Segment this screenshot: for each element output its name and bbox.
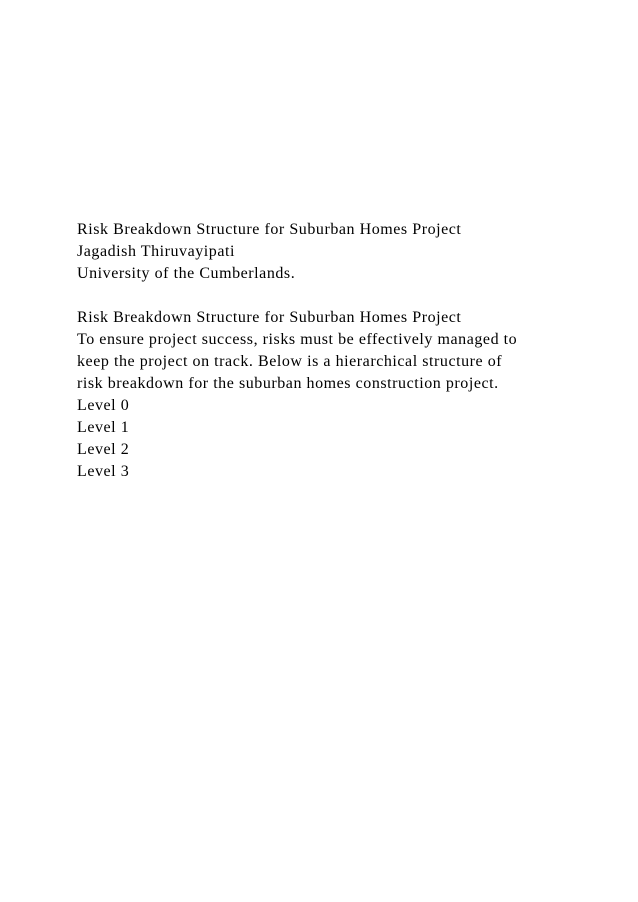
level-label-0: Level 0	[77, 397, 130, 414]
document-content	[77, 219, 617, 483]
level-label-1: Level 1	[77, 419, 130, 436]
section-heading: Risk Breakdown Structure for Suburban Homes Project	[77, 309, 462, 326]
spacer	[77, 285, 617, 307]
paragraph-line: To ensure project success, risks must be effectively managed to	[77, 331, 518, 348]
level-label-3: Level 3	[77, 463, 130, 480]
document-title: Risk Breakdown Structure for Suburban Homes Project	[77, 221, 462, 238]
level-label-2: Level 2	[77, 441, 130, 458]
author-name: Jagadish Thiruvayipati	[77, 243, 235, 260]
institution-name: University of the Cumberlands.	[77, 265, 296, 282]
paragraph-line: keep the project on track. Below is a hierarchical structure of	[77, 353, 503, 370]
paragraph-line: risk breakdown for the suburban homes construction project.	[77, 375, 499, 392]
